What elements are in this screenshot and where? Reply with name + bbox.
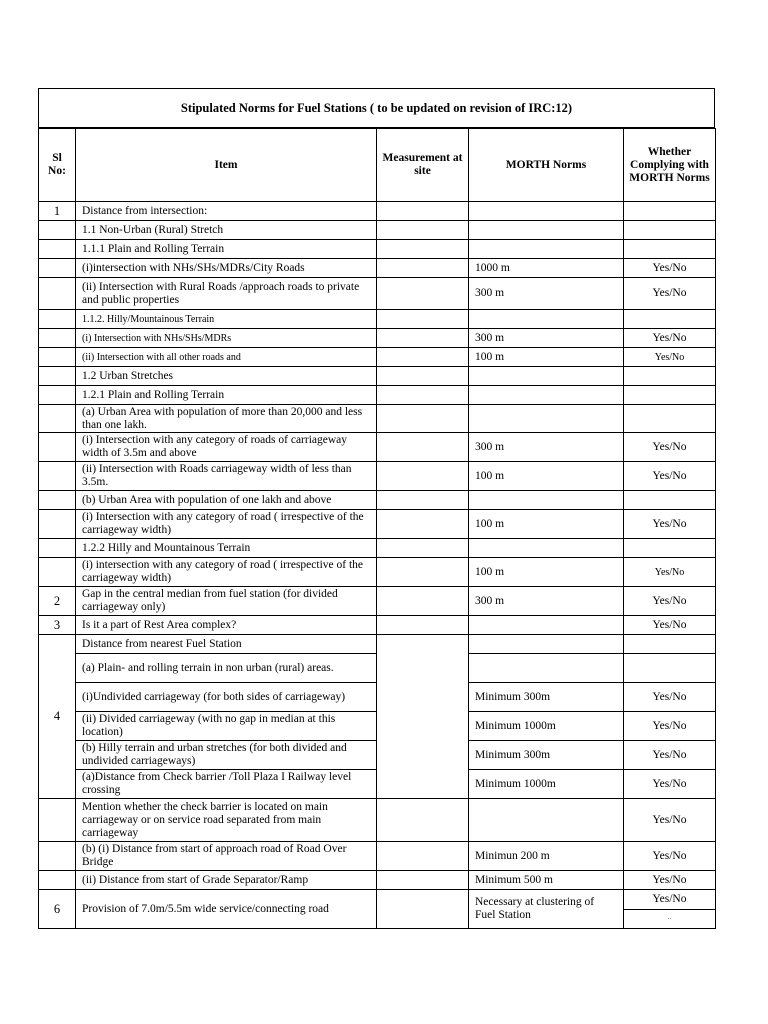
header-measurement: Measurement at site xyxy=(377,129,469,202)
morth-norm-cell xyxy=(469,386,624,405)
measurement-cell[interactable] xyxy=(377,799,469,842)
measurement-cell[interactable] xyxy=(377,221,469,240)
sl-number-cell xyxy=(39,799,76,842)
measurement-cell[interactable] xyxy=(377,405,469,433)
measurement-cell[interactable] xyxy=(377,278,469,310)
complying-cell xyxy=(624,539,716,558)
measurement-cell[interactable] xyxy=(377,348,469,367)
document-page xyxy=(38,88,715,929)
sl-number-cell: 3 xyxy=(39,616,76,635)
sl-number-cell xyxy=(39,310,76,329)
item-cell: 1.1.1 Plain and Rolling Terrain xyxy=(76,240,377,259)
sl-number-cell xyxy=(39,221,76,240)
table-row xyxy=(39,202,716,221)
header-morth-norms: MORTH Norms xyxy=(469,129,624,202)
morth-norm-cell: Minimum 1000m xyxy=(469,712,624,741)
complying-cell: Yes/No xyxy=(624,348,716,367)
complying-cell xyxy=(624,635,716,654)
complying-cell: Yes/No xyxy=(624,741,716,770)
complying-cell: Yes/No xyxy=(624,278,716,310)
sl-number-cell: 6 xyxy=(39,890,76,929)
complying-cell: Yes/No xyxy=(624,433,716,462)
morth-norm-cell: Necessary at clustering of Fuel Station xyxy=(469,890,624,929)
item-cell: (i) Intersection with NHs/SHs/MDRs xyxy=(76,329,377,348)
table-row xyxy=(39,539,716,558)
complying-cell: Yes/No xyxy=(624,712,716,741)
table-row xyxy=(39,510,716,539)
measurement-cell[interactable] xyxy=(377,539,469,558)
table-row xyxy=(39,240,716,259)
morth-norm-cell: Minimum 1000m xyxy=(469,770,624,799)
measurement-cell[interactable] xyxy=(377,842,469,871)
table-body xyxy=(39,202,716,929)
morth-norm-cell xyxy=(469,405,624,433)
table-row xyxy=(39,433,716,462)
sl-number-cell xyxy=(39,510,76,539)
complying-note: .. xyxy=(624,909,715,929)
complying-cell xyxy=(624,654,716,683)
table-row xyxy=(39,367,716,386)
header-row xyxy=(39,129,716,202)
sl-number-cell xyxy=(39,329,76,348)
measurement-cell[interactable] xyxy=(377,510,469,539)
measurement-cell[interactable] xyxy=(377,635,469,799)
table-row xyxy=(39,386,716,405)
complying-cell: Yes/No xyxy=(624,587,716,616)
item-cell: 1.1 Non-Urban (Rural) Stretch xyxy=(76,221,377,240)
measurement-cell[interactable] xyxy=(377,329,469,348)
measurement-cell[interactable] xyxy=(377,890,469,929)
morth-norm-cell xyxy=(469,221,624,240)
measurement-cell[interactable] xyxy=(377,462,469,491)
table-row xyxy=(39,635,716,654)
complying-cell xyxy=(624,310,716,329)
sl-number-cell xyxy=(39,433,76,462)
sl-number-cell xyxy=(39,240,76,259)
table-row xyxy=(39,799,716,842)
item-cell: (a) Plain- and rolling terrain in non urban (rural) areas. xyxy=(76,654,377,683)
morth-norm-cell: 300 m xyxy=(469,587,624,616)
item-cell: (i) intersection with any category of road ( irrespective of the carriageway width) xyxy=(76,558,377,587)
item-cell: Mention whether the check barrier is located on main carriageway or on service road separated from main carriageway xyxy=(76,799,377,842)
table-row xyxy=(39,842,716,871)
table-row xyxy=(39,221,716,240)
complying-cell: Yes/No xyxy=(624,259,716,278)
measurement-cell[interactable] xyxy=(377,616,469,635)
sl-number-cell xyxy=(39,558,76,587)
sl-number-cell xyxy=(39,491,76,510)
measurement-cell[interactable] xyxy=(377,871,469,890)
morth-norm-cell xyxy=(469,654,624,683)
table-row xyxy=(39,405,716,433)
table-row xyxy=(39,348,716,367)
table-row xyxy=(39,558,716,587)
table-row xyxy=(39,329,716,348)
table-row xyxy=(39,871,716,890)
item-cell: 1.2.1 Plain and Rolling Terrain xyxy=(76,386,377,405)
complying-cell: Yes/No xyxy=(624,799,716,842)
item-cell: Is it a part of Rest Area complex? xyxy=(76,616,377,635)
item-cell: (b) Hilly terrain and urban stretches (for both divided and undivided carriageways) xyxy=(76,741,377,770)
measurement-cell[interactable] xyxy=(377,240,469,259)
measurement-cell[interactable] xyxy=(377,202,469,221)
measurement-cell[interactable] xyxy=(377,310,469,329)
morth-norm-cell: 300 m xyxy=(469,278,624,310)
morth-norm-cell xyxy=(469,539,624,558)
sl-number-cell xyxy=(39,405,76,433)
sl-number-cell xyxy=(39,348,76,367)
item-cell: (i)intersection with NHs/SHs/MDRs/City Roads xyxy=(76,259,377,278)
item-cell: (ii) Intersection with all other roads and xyxy=(76,348,377,367)
morth-norm-cell xyxy=(469,491,624,510)
complying-cell: Yes/No xyxy=(624,329,716,348)
measurement-cell[interactable] xyxy=(377,367,469,386)
item-cell: (a) Urban Area with population of more than 20,000 and less than one lakh. xyxy=(76,405,377,433)
morth-norm-cell xyxy=(469,616,624,635)
morth-norm-cell: 300 m xyxy=(469,329,624,348)
morth-norm-cell: 100 m xyxy=(469,558,624,587)
item-cell: (ii) Intersection with Rural Roads /approach roads to private and public properties xyxy=(76,278,377,310)
norms-table xyxy=(38,128,716,929)
table-row xyxy=(39,890,716,929)
morth-norm-cell: Minimum 500 m xyxy=(469,871,624,890)
sl-number-cell: 1 xyxy=(39,202,76,221)
table-row xyxy=(39,462,716,491)
sl-number-cell xyxy=(39,259,76,278)
complying-cell xyxy=(624,221,716,240)
complying-cell: Yes/No xyxy=(624,558,716,587)
morth-norm-cell: 100 m xyxy=(469,462,624,491)
table-row xyxy=(39,310,716,329)
item-cell: 1.2 Urban Stretches xyxy=(76,367,377,386)
item-cell: (i)Undivided carriageway (for both sides of carriageway) xyxy=(76,683,377,712)
item-cell: 1.2.2 Hilly and Mountainous Terrain xyxy=(76,539,377,558)
morth-norm-cell: 300 m xyxy=(469,433,624,462)
morth-norm-cell: 1000 m xyxy=(469,259,624,278)
morth-norm-cell: Minimun 200 m xyxy=(469,842,624,871)
sl-number-cell xyxy=(39,278,76,310)
table-row xyxy=(39,616,716,635)
sl-number-cell xyxy=(39,367,76,386)
item-cell: Gap in the central median from fuel station (for divided carriageway only) xyxy=(76,587,377,616)
complying-cell xyxy=(624,491,716,510)
measurement-cell[interactable] xyxy=(377,587,469,616)
measurement-cell[interactable] xyxy=(377,558,469,587)
table-row xyxy=(39,278,716,310)
measurement-cell[interactable] xyxy=(377,386,469,405)
morth-norm-cell: 100 m xyxy=(469,348,624,367)
item-cell: (ii) Intersection with Roads carriageway width of less than 3.5m. xyxy=(76,462,377,491)
item-cell: Distance from intersection: xyxy=(76,202,377,221)
complying-cell xyxy=(624,202,716,221)
complying-cell: Yes/No xyxy=(624,462,716,491)
morth-norm-cell xyxy=(469,310,624,329)
complying-cell xyxy=(624,240,716,259)
item-cell: (b) Urban Area with population of one lakh and above xyxy=(76,491,377,510)
morth-norm-cell xyxy=(469,799,624,842)
complying-cell: Yes/No xyxy=(624,683,716,712)
header-complying: Whether Complying with MORTH Norms xyxy=(624,129,716,202)
header-item: Item xyxy=(76,129,377,202)
morth-norm-cell: Minimum 300m xyxy=(469,683,624,712)
complying-cell: Yes/No xyxy=(624,842,716,871)
table-title: Stipulated Norms for Fuel Stations ( to be updated on revision of IRC:12) xyxy=(38,88,715,128)
item-cell: (i) Intersection with any category of roads of carriageway width of 3.5m and above xyxy=(76,433,377,462)
item-cell: (ii) Distance from start of Grade Separator/Ramp xyxy=(76,871,377,890)
item-cell: Distance from nearest Fuel Station xyxy=(76,635,377,654)
item-cell: (i) Intersection with any category of road ( irrespective of the carriageway width) xyxy=(76,510,377,539)
morth-norm-cell xyxy=(469,240,624,259)
complying-cell xyxy=(624,367,716,386)
item-cell: (a)Distance from Check barrier /Toll Plaza I Railway level crossing xyxy=(76,770,377,799)
sl-number-cell xyxy=(39,539,76,558)
sl-number-cell xyxy=(39,386,76,405)
item-cell: (ii) Divided carriageway (with no gap in median at this location) xyxy=(76,712,377,741)
measurement-cell[interactable] xyxy=(377,433,469,462)
complying-option: Yes/No xyxy=(652,892,687,905)
sl-number-cell: 4 xyxy=(39,635,76,799)
morth-norm-cell: Minimum 300m xyxy=(469,741,624,770)
morth-norm-cell xyxy=(469,367,624,386)
item-cell: Provision of 7.0m/5.5m wide service/connecting road xyxy=(76,890,377,929)
sl-number-cell: 2 xyxy=(39,587,76,616)
table-row xyxy=(39,491,716,510)
sl-number-cell xyxy=(39,871,76,890)
item-cell: (b) (i) Distance from start of approach road of Road Over Bridge xyxy=(76,842,377,871)
complying-cell xyxy=(624,890,716,929)
morth-norm-cell: 100 m xyxy=(469,510,624,539)
complying-cell xyxy=(624,386,716,405)
sl-number-cell xyxy=(39,462,76,491)
complying-cell: Yes/No xyxy=(624,770,716,799)
header-sl: Sl No: xyxy=(39,129,76,202)
complying-cell: Yes/No xyxy=(624,616,716,635)
complying-cell: Yes/No xyxy=(624,871,716,890)
morth-norm-cell xyxy=(469,202,624,221)
sl-number-cell xyxy=(39,842,76,871)
table-row xyxy=(39,587,716,616)
morth-norm-cell xyxy=(469,635,624,654)
complying-cell: Yes/No xyxy=(624,510,716,539)
complying-cell xyxy=(624,405,716,433)
measurement-cell[interactable] xyxy=(377,259,469,278)
item-cell: 1.1.2. Hilly/Mountainous Terrain xyxy=(76,310,377,329)
measurement-cell[interactable] xyxy=(377,491,469,510)
table-row xyxy=(39,259,716,278)
